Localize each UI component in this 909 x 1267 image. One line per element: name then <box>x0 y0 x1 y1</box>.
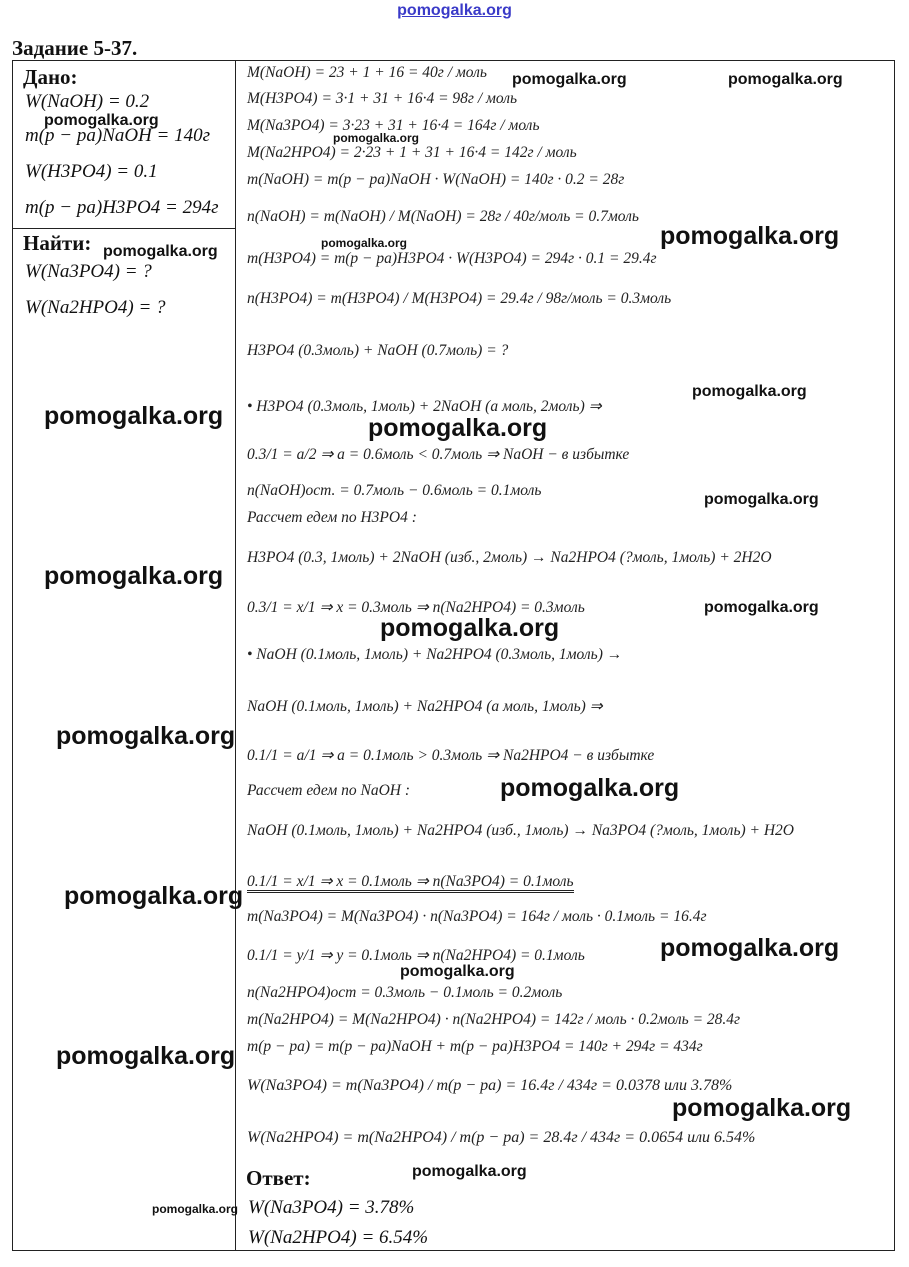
watermark: pomogalka.org <box>64 882 244 910</box>
solution-line: NaOH (0.1моль, 1моль) + Na2HPO4 (a моль, 1моль) ⇒ <box>247 698 603 715</box>
solution-line: m(p − pa) = m(p − pa)NaOH + m(p − pa)H3PO4 = 140г + 294г = 434г <box>247 1038 703 1055</box>
solution-line: 0.3/1 = x/1 ⇒ x = 0.3моль ⇒ n(Na2HPO4) = 0.3моль <box>247 599 585 616</box>
watermark: pomogalka.org <box>368 414 548 442</box>
solution-line: • H3PO4 (0.3моль, 1моль) + 2NaOH (a моль, 2моль) ⇒ <box>247 398 602 415</box>
watermark: pomogalka.org <box>672 1094 852 1122</box>
find-item: W(Na3PO4) = ? <box>25 261 152 282</box>
solution-line: M(NaOH) = 23 + 1 + 16 = 40г / моль <box>247 64 487 81</box>
watermark: pomogalka.org <box>56 1042 236 1070</box>
given-item: W(NaOH) = 0.2 <box>25 91 150 112</box>
watermark: pomogalka.org <box>660 934 840 962</box>
watermark: pomogalka.org <box>44 112 159 129</box>
solution-line: m(H3PO4) = m(p − pa)H3PO4 · W(H3PO4) = 294г · 0.1 = 29.4г <box>247 250 657 267</box>
solution-line: H3PO4 (0.3, 1моль) + 2NaOH (изб., 2моль) → Na2HPO4 (?моль, 1моль) + 2H2O <box>247 549 772 566</box>
solution-line: m(Na3PO4) = M(Na3PO4) · n(Na3PO4) = 164г / моль · 0.1моль = 16.4г <box>247 908 707 925</box>
solution-line: Рассчет едем по NaOH : <box>247 782 410 799</box>
watermark: pomogalka.org <box>321 236 408 250</box>
solution-line: m(NaOH) = m(p − pa)NaOH · W(NaOH) = 140г · 0.2 = 28г <box>247 171 625 188</box>
watermark: pomogalka.org <box>333 131 420 145</box>
solution-line: 0.1/1 = y/1 ⇒ y = 0.1моль ⇒ n(Na2HPO4) = 0.1моль <box>247 947 585 964</box>
answer-item: W(Na2HPO4) = 6.54% <box>248 1227 429 1248</box>
highlighted-result: 0.1/1 = x/1 ⇒ x = 0.1моль ⇒ n(Na3PO4) = 0.1моль <box>247 873 574 893</box>
given-item: W(H3PO4) = 0.1 <box>25 161 158 182</box>
solution-line: M(Na2HPO4) = 2·23 + 1 + 31 + 16·4 = 142г / моль <box>247 144 577 161</box>
watermark: pomogalka.org <box>380 614 560 642</box>
watermark: pomogalka.org <box>728 71 843 88</box>
watermark: pomogalka.org <box>152 1202 239 1216</box>
row-divider <box>13 228 236 229</box>
find-heading: Найти: <box>23 231 92 255</box>
solution-line: NaOH (0.1моль, 1моль) + Na2HPO4 (изб., 1моль) → Na3PO4 (?моль, 1моль) + H2O <box>247 822 795 839</box>
solution-line: Рассчет едем по H3PO4 : <box>247 509 417 526</box>
watermark: pomogalka.org <box>44 402 224 430</box>
given-item: m(p − pa)H3PO4 = 294г <box>25 197 219 218</box>
solution-line: M(Na3PO4) = 3·23 + 31 + 16·4 = 164г / моль <box>247 117 540 134</box>
watermark: pomogalka.org <box>44 562 224 590</box>
solution-line <box>247 872 574 891</box>
solution-line: n(H3PO4) = m(H3PO4) / M(H3PO4) = 29.4г / 98г/моль = 0.3моль <box>247 290 672 307</box>
answer-item: W(Na3PO4) = 3.78% <box>248 1197 415 1218</box>
watermark: pomogalka.org <box>400 963 515 980</box>
solution-line: 0.3/1 = a/2 ⇒ a = 0.6моль < 0.7моль ⇒ NaOH − в избытке <box>247 446 630 463</box>
solution-line: W(Na3PO4) = m(Na3PO4) / m(p − pa) = 16.4г / 434г = 0.0378 или 3.78% <box>247 1077 733 1094</box>
watermark: pomogalka.org <box>704 599 819 616</box>
site-header-link[interactable]: pomogalka.org <box>397 2 512 19</box>
column-divider <box>235 61 236 1250</box>
watermark: pomogalka.org <box>512 71 627 88</box>
watermark: pomogalka.org <box>660 222 840 250</box>
find-item: W(Na2HPO4) = ? <box>25 297 166 318</box>
solution-line: n(Na2HPO4)ост = 0.3моль − 0.1моль = 0.2моль <box>247 984 563 1001</box>
watermark: pomogalka.org <box>56 722 236 750</box>
watermark: pomogalka.org <box>103 243 218 260</box>
watermark: pomogalka.org <box>412 1163 527 1180</box>
solution-line: H3PO4 (0.3моль) + NaOH (0.7моль) = ? <box>247 342 509 359</box>
task-title: Задание 5-37. <box>12 36 138 60</box>
watermark: pomogalka.org <box>704 491 819 508</box>
watermark: pomogalka.org <box>500 774 680 802</box>
solution-line: m(Na2HPO4) = M(Na2HPO4) · n(Na2HPO4) = 142г / моль · 0.2моль = 28.4г <box>247 1011 741 1028</box>
given-heading: Дано: <box>23 65 78 89</box>
solution-line: • NaOH (0.1моль, 1моль) + Na2HPO4 (0.3моль, 1моль) → <box>247 646 623 663</box>
solution-line: n(NaOH) = m(NaOH) / M(NaOH) = 28г / 40г/моль = 0.7моль <box>247 208 639 225</box>
solution-line: W(Na2HPO4) = m(Na2HPO4) / m(p − pa) = 28.4г / 434г = 0.0654 или 6.54% <box>247 1129 756 1146</box>
solution-line: M(H3PO4) = 3·1 + 31 + 16·4 = 98г / моль <box>247 90 518 107</box>
answer-heading: Ответ: <box>246 1166 311 1190</box>
watermark: pomogalka.org <box>692 383 807 400</box>
given-item: m(p − pa)NaOH = 140г <box>25 125 211 146</box>
solution-line: 0.1/1 = a/1 ⇒ a = 0.1моль > 0.3моль ⇒ Na2HPO4 − в избытке <box>247 747 655 764</box>
solution-line: n(NaOH)ост. = 0.7моль − 0.6моль = 0.1моль <box>247 482 542 499</box>
